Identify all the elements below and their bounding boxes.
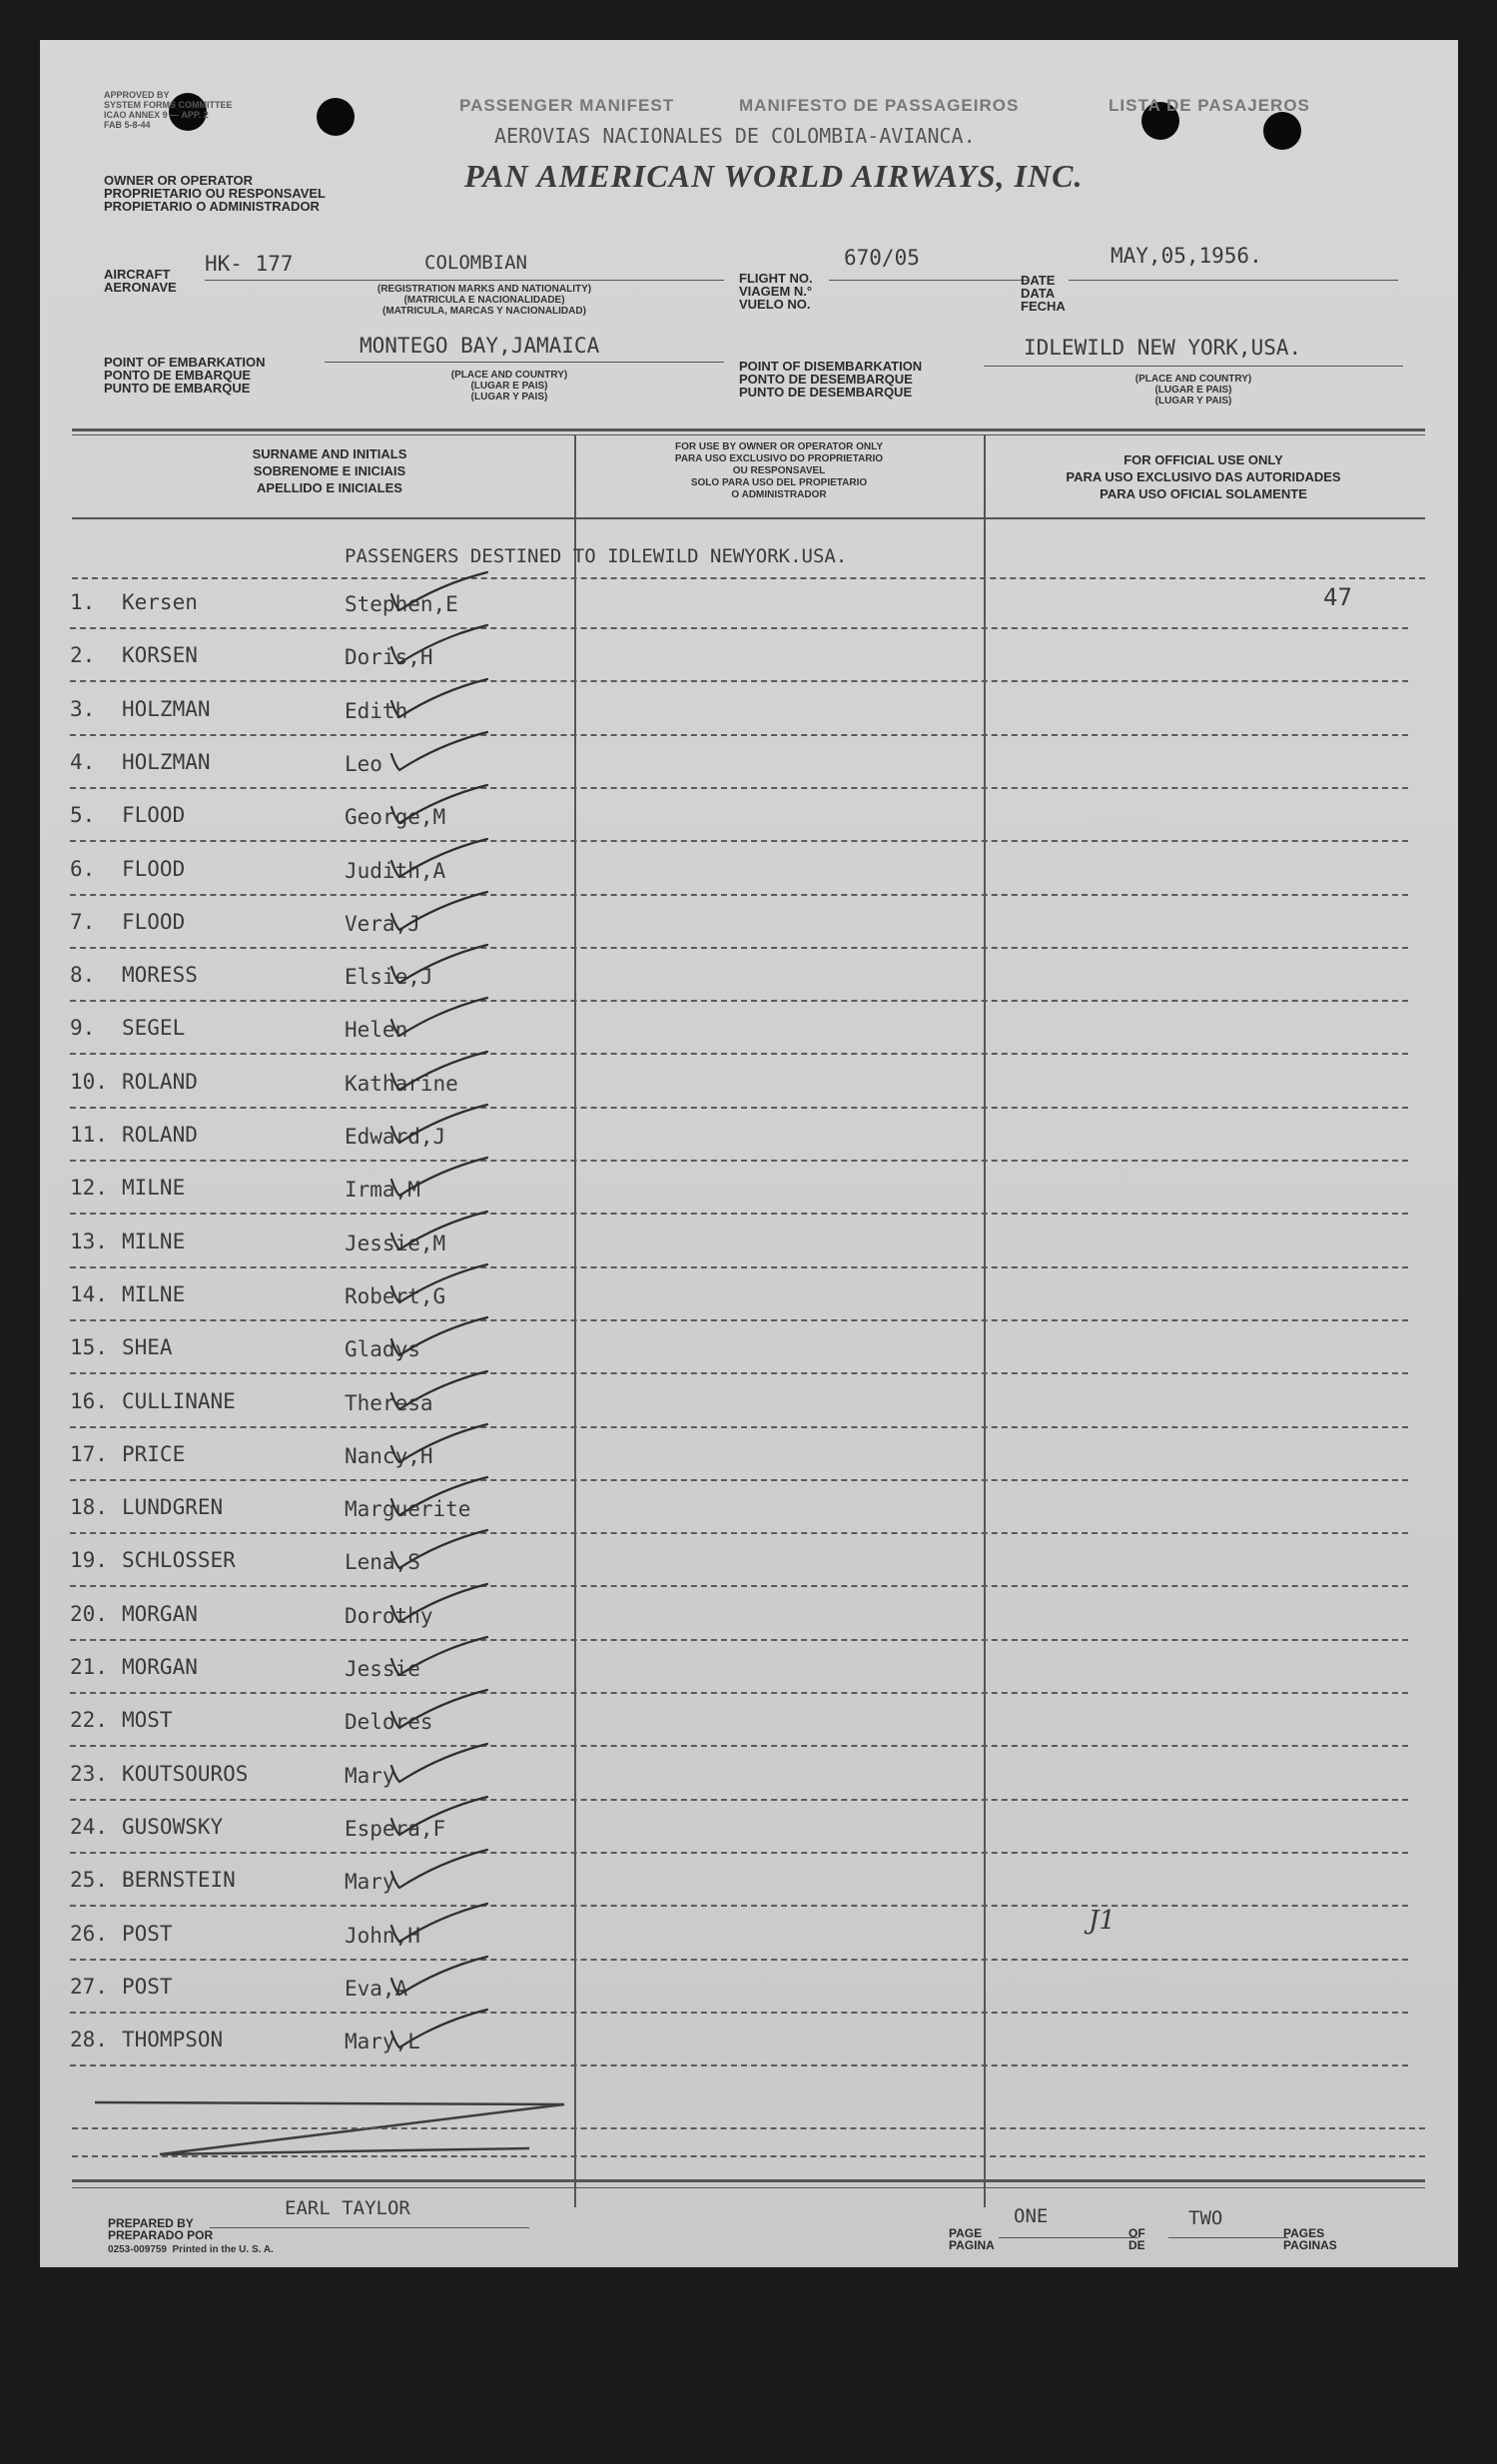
passenger-number: 18. xyxy=(70,1495,108,1520)
check-mark-icon xyxy=(370,1888,509,1948)
passenger-row xyxy=(70,1276,1408,1326)
passenger-row xyxy=(70,851,1408,901)
passenger-given-name: Dorothy xyxy=(345,1603,433,1628)
passenger-row xyxy=(70,1489,1408,1539)
passenger-surname: MORGAN xyxy=(122,1601,198,1626)
passenger-number: 24. xyxy=(70,1814,108,1839)
check-mark-icon xyxy=(370,1355,509,1415)
row-rule xyxy=(72,577,1425,579)
passenger-number: 7. xyxy=(70,909,96,934)
row-rule xyxy=(70,1000,1408,1002)
passenger-row xyxy=(70,744,1408,794)
check-mark-icon xyxy=(370,929,509,989)
table-top-rule xyxy=(72,434,1425,435)
passenger-surname: KOUTSOUROS xyxy=(122,1761,249,1786)
pages-label: PAGES PAGINAS xyxy=(1283,2226,1337,2252)
passenger-row xyxy=(70,1329,1408,1379)
passenger-surname: MILNE xyxy=(122,1176,186,1201)
row-rule xyxy=(70,2012,1408,2014)
row-rule xyxy=(70,680,1408,682)
divider xyxy=(999,2237,1138,2238)
embarkation-label: POINT OF EMBARKATION PONTO DE EMBARQUE PUNTO DE EMBARQUE xyxy=(104,355,266,396)
passenger-given-name: Edith xyxy=(345,698,408,723)
passenger-number: 9. xyxy=(70,1016,96,1041)
passenger-surname: LUNDGREN xyxy=(122,1495,224,1520)
passenger-number: 10. xyxy=(70,1069,108,1094)
passenger-given-name: Doris,H xyxy=(345,645,433,670)
title-portuguese: MANIFESTO DE PASSAGEIROS xyxy=(739,96,1020,115)
owner-line-1: AEROVIAS NACIONALES DE COLOMBIA-AVIANCA. xyxy=(494,124,976,148)
embarkation-place: MONTEGO BAY,JAMAICA xyxy=(360,334,600,358)
passenger-row xyxy=(70,637,1408,687)
check-mark-icon xyxy=(370,1994,509,2053)
check-mark-icon xyxy=(370,1781,509,1841)
row-rule xyxy=(70,1107,1408,1109)
passenger-row xyxy=(70,1596,1408,1646)
approval-block: APPROVED BY SYSTEM FORMS COMMITTEE ICAO ANNEX 9 — APP. 2 FAB 5-8-44 xyxy=(104,90,233,130)
passenger-given-name: Mary xyxy=(345,1870,395,1895)
margin-mark: J1 xyxy=(1089,1906,1116,1936)
passenger-number: 14. xyxy=(70,1281,108,1306)
passenger-number: 19. xyxy=(70,1548,108,1573)
passenger-surname: ROLAND xyxy=(122,1069,198,1094)
divider xyxy=(1168,2237,1288,2238)
row-rule xyxy=(70,1692,1408,1694)
row-rule xyxy=(70,1053,1408,1055)
passenger-number: 27. xyxy=(70,1974,108,1999)
passenger-given-name: Espera,F xyxy=(345,1816,446,1841)
passenger-number: 23. xyxy=(70,1761,108,1786)
row-rule xyxy=(70,1160,1408,1162)
passenger-given-name: Edward,J xyxy=(345,1125,446,1149)
embarkation-subcaption: (PLACE AND COUNTRY) (LUGAR E PAIS) (LUGAR Y PAIS) xyxy=(450,370,568,403)
check-mark-icon xyxy=(370,1514,509,1574)
disembarkation-label: POINT OF DISEMBARKATION PONTO DE DESEMBARQUE PUNTO DE DESEMBARQUE xyxy=(739,359,923,400)
passenger-given-name: Nancy,H xyxy=(345,1443,433,1468)
passenger-number: 28. xyxy=(70,2028,108,2053)
disembarkation-subcaption: (PLACE AND COUNTRY) (LUGAR E PAIS) (LUGAR Y PAIS) xyxy=(1134,374,1252,407)
passenger-row xyxy=(70,1969,1408,2019)
passenger-row xyxy=(70,1862,1408,1912)
date-label: DATE DATA FECHA xyxy=(1021,273,1066,314)
check-mark-icon xyxy=(370,1196,509,1255)
row-rule xyxy=(70,840,1408,842)
passenger-number: 2. xyxy=(70,643,96,668)
passenger-surname: FLOOD xyxy=(122,909,186,934)
row-rule xyxy=(70,787,1408,789)
title-english: PASSENGER MANIFEST xyxy=(459,96,675,115)
passenger-row xyxy=(70,584,1408,634)
row-rule xyxy=(70,734,1408,736)
page-label: PAGE PAGINA xyxy=(949,2226,995,2252)
passenger-surname: KORSEN xyxy=(122,643,198,668)
divider xyxy=(205,280,724,281)
passenger-row xyxy=(70,1702,1408,1752)
row-rule xyxy=(70,2064,1408,2066)
passenger-surname: BERNSTEIN xyxy=(122,1868,236,1893)
passenger-number: 25. xyxy=(70,1868,108,1893)
prepared-by: EARL TAYLOR xyxy=(285,2197,410,2219)
column-header-official-use: FOR OFFICIAL USE ONLY PARA USO EXCLUSIVO DAS AUTORIDADES PARA USO OFICIAL SOLAMENTE xyxy=(1066,452,1341,501)
divider xyxy=(1069,280,1398,281)
passenger-surname: GUSOWSKY xyxy=(122,1814,224,1839)
passenger-row xyxy=(70,691,1408,741)
check-mark-icon xyxy=(370,876,509,936)
check-mark-icon xyxy=(370,1461,509,1521)
row-rule xyxy=(70,1745,1408,1747)
passenger-number: 26. xyxy=(70,1921,108,1946)
owner-label: OWNER OR OPERATOR PROPRIETARIO OU RESPONSAVEL PROPIETARIO O ADMINISTRADOR xyxy=(104,173,326,214)
official-count: 47 xyxy=(1323,583,1352,611)
passenger-surname: MILNE xyxy=(122,1281,186,1306)
passenger-surname: SCHLOSSER xyxy=(122,1548,236,1573)
check-mark-icon xyxy=(370,1621,509,1681)
form-number: 0253-009759 Printed in the U. S. A. xyxy=(108,2244,274,2255)
passenger-surname: SHEA xyxy=(122,1335,173,1360)
passenger-surname: POST xyxy=(122,1921,173,1946)
passenger-number: 4. xyxy=(70,749,96,774)
passenger-surname: MORESS xyxy=(122,963,198,988)
column-header-owner-use: FOR USE BY OWNER OR OPERATOR ONLY PARA USO EXCLUSIVO DO PROPRIETARIO OU RESPONSAVEL SOLO PARA USO DEL PROPIETARIO O ADMINISTRADOR xyxy=(674,441,884,500)
passenger-number: 8. xyxy=(70,963,96,988)
column-header-names: SURNAME AND INITIALS SOBRENOME E INICIAIS APELLIDO E INICIALES xyxy=(252,446,407,495)
check-mark-icon xyxy=(370,609,509,669)
aircraft-label: AIRCRAFT AERONAVE xyxy=(104,267,177,295)
row-rule xyxy=(70,1639,1408,1641)
passenger-row xyxy=(70,1010,1408,1060)
aircraft-registration: HK- 177 xyxy=(205,252,294,276)
passenger-given-name: Irma,M xyxy=(345,1178,420,1203)
passenger-surname: HOLZMAN xyxy=(122,749,211,774)
passenger-given-name: Lena,S xyxy=(345,1550,420,1575)
row-rule xyxy=(70,627,1408,629)
passenger-row xyxy=(70,1170,1408,1220)
check-mark-icon xyxy=(370,1089,509,1149)
check-mark-icon xyxy=(370,1142,509,1202)
passenger-given-name: Helen xyxy=(345,1018,408,1043)
row-rule xyxy=(70,1479,1408,1481)
check-mark-icon xyxy=(370,982,509,1042)
passenger-row xyxy=(70,797,1408,847)
destined-line: PASSENGERS DESTINED TO IDLEWILD NEWYORK.USA. xyxy=(345,545,848,567)
passenger-number: 21. xyxy=(70,1655,108,1679)
punch-hole xyxy=(1263,112,1301,150)
passenger-given-name: Jessie,M xyxy=(345,1231,446,1255)
passenger-row xyxy=(70,1117,1408,1167)
closing-strike-mark xyxy=(90,2082,589,2162)
check-mark-icon xyxy=(370,1248,509,1308)
table-bottom-rule xyxy=(72,2187,1425,2188)
passenger-given-name: Katharine xyxy=(345,1071,458,1096)
row-rule xyxy=(70,1799,1408,1801)
row-rule xyxy=(70,1426,1408,1428)
row-rule xyxy=(70,1372,1408,1374)
passenger-number: 5. xyxy=(70,803,96,828)
check-mark-icon xyxy=(370,1301,509,1361)
passenger-given-name: Elsie,J xyxy=(345,965,433,990)
passenger-given-name: George,M xyxy=(345,805,446,830)
passenger-number: 13. xyxy=(70,1229,108,1253)
passenger-number: 11. xyxy=(70,1123,108,1147)
row-rule xyxy=(70,1266,1408,1268)
check-mark-icon xyxy=(370,556,509,616)
passenger-given-name: Judith,A xyxy=(345,858,446,883)
owner-line-2: PAN AMERICAN WORLD AIRWAYS, INC. xyxy=(464,158,1084,194)
check-mark-icon xyxy=(370,1834,509,1894)
passenger-number: 12. xyxy=(70,1176,108,1201)
divider xyxy=(829,280,1029,281)
check-mark-icon xyxy=(370,1036,509,1096)
check-mark-icon xyxy=(370,1941,509,2001)
passenger-given-name: Jessie xyxy=(345,1657,420,1681)
passenger-surname: Kersen xyxy=(122,590,198,614)
page-number: ONE xyxy=(1014,2205,1049,2227)
flight-label: FLIGHT NO. VIAGEM N.° VUELO NO. xyxy=(739,271,813,312)
passenger-number: 20. xyxy=(70,1601,108,1626)
punch-hole xyxy=(317,98,355,136)
passenger-row xyxy=(70,904,1408,954)
passenger-surname: PRICE xyxy=(122,1441,186,1466)
manifest-sheet xyxy=(40,40,1458,2267)
passenger-surname: SEGEL xyxy=(122,1016,186,1041)
passenger-surname: POST xyxy=(122,1974,173,1999)
passenger-row xyxy=(70,1809,1408,1859)
total-pages: TWO xyxy=(1188,2207,1223,2229)
table-bottom-rule xyxy=(72,2179,1425,2182)
passenger-row xyxy=(70,1064,1408,1114)
check-mark-icon xyxy=(370,716,509,776)
passenger-row xyxy=(70,1756,1408,1806)
row-rule xyxy=(70,1213,1408,1215)
passenger-surname: MILNE xyxy=(122,1229,186,1253)
row-rule xyxy=(70,1852,1408,1854)
title-spanish: LISTA DE PASAJEROS xyxy=(1109,96,1310,115)
passenger-given-name: Delores xyxy=(345,1710,433,1735)
passenger-surname: MORGAN xyxy=(122,1655,198,1679)
passenger-number: 6. xyxy=(70,856,96,881)
passenger-given-name: Robert,G xyxy=(345,1283,446,1308)
passenger-surname: CULLINANE xyxy=(122,1388,236,1413)
passenger-row xyxy=(70,1649,1408,1699)
passenger-row xyxy=(70,957,1408,1007)
row-rule xyxy=(70,1319,1408,1321)
check-mark-icon xyxy=(370,1408,509,1468)
passenger-surname: ROLAND xyxy=(122,1123,198,1147)
passenger-surname: MOST xyxy=(122,1708,173,1733)
passenger-number: 22. xyxy=(70,1708,108,1733)
passenger-given-name: Mary xyxy=(345,1763,395,1788)
passenger-row xyxy=(70,1542,1408,1592)
passenger-number: 1. xyxy=(70,590,96,614)
passenger-given-name: Mary,L xyxy=(345,2030,420,2054)
row-rule xyxy=(70,1905,1408,1907)
divider xyxy=(325,362,724,363)
passenger-given-name: Stephen,E xyxy=(345,592,458,616)
passenger-number: 16. xyxy=(70,1388,108,1413)
passenger-number: 17. xyxy=(70,1441,108,1466)
passenger-row xyxy=(70,2022,1408,2071)
passenger-row xyxy=(70,1224,1408,1273)
passenger-given-name: Eva,A xyxy=(345,1976,408,2001)
row-rule xyxy=(72,2127,1425,2129)
passenger-row xyxy=(70,1436,1408,1486)
flight-date: MAY,05,1956. xyxy=(1111,244,1262,268)
aircraft-nationality: COLOMBIAN xyxy=(424,252,527,274)
row-rule xyxy=(70,1532,1408,1534)
passenger-number: 3. xyxy=(70,696,96,721)
table-top-rule xyxy=(72,428,1425,431)
check-mark-icon xyxy=(370,769,509,829)
passenger-given-name: Leo xyxy=(345,751,382,776)
passenger-row xyxy=(70,1916,1408,1966)
row-rule xyxy=(72,2155,1425,2157)
passenger-given-name: John,H xyxy=(345,1923,420,1948)
prepared-label: PREPARED BY PREPARADO POR xyxy=(108,2216,214,2242)
passenger-given-name: Theresa xyxy=(345,1390,433,1415)
flight-number: 670/05 xyxy=(844,246,920,270)
passenger-given-name: Marguerite xyxy=(345,1497,471,1522)
row-rule xyxy=(70,1959,1408,1961)
passenger-surname: FLOOD xyxy=(122,856,186,881)
aircraft-subcaption: (REGISTRATION MARKS AND NATIONALITY) (MATRICULA E NACIONALIDADE) (MATRICULA, MARCAS Y NACIONALIDAD) xyxy=(376,284,592,317)
passenger-number: 15. xyxy=(70,1335,108,1360)
of-label: OF DE xyxy=(1128,2226,1145,2252)
header-bottom-rule xyxy=(72,517,1425,519)
row-rule xyxy=(70,1585,1408,1587)
check-mark-icon xyxy=(370,1674,509,1734)
passenger-surname: THOMPSON xyxy=(122,2028,224,2053)
check-mark-icon xyxy=(370,823,509,883)
row-rule xyxy=(70,894,1408,896)
check-mark-icon xyxy=(370,1568,509,1628)
check-mark-icon xyxy=(370,1728,509,1788)
passenger-surname: FLOOD xyxy=(122,803,186,828)
check-mark-icon xyxy=(370,663,509,723)
passenger-given-name: Gladys xyxy=(345,1337,420,1362)
divider xyxy=(210,2227,529,2228)
disembarkation-place: IDLEWILD NEW YORK,USA. xyxy=(1024,336,1302,360)
divider xyxy=(984,366,1403,367)
row-rule xyxy=(70,947,1408,949)
passenger-row xyxy=(70,1383,1408,1433)
passenger-given-name: Vera,J xyxy=(345,911,420,936)
passenger-surname: HOLZMAN xyxy=(122,696,211,721)
